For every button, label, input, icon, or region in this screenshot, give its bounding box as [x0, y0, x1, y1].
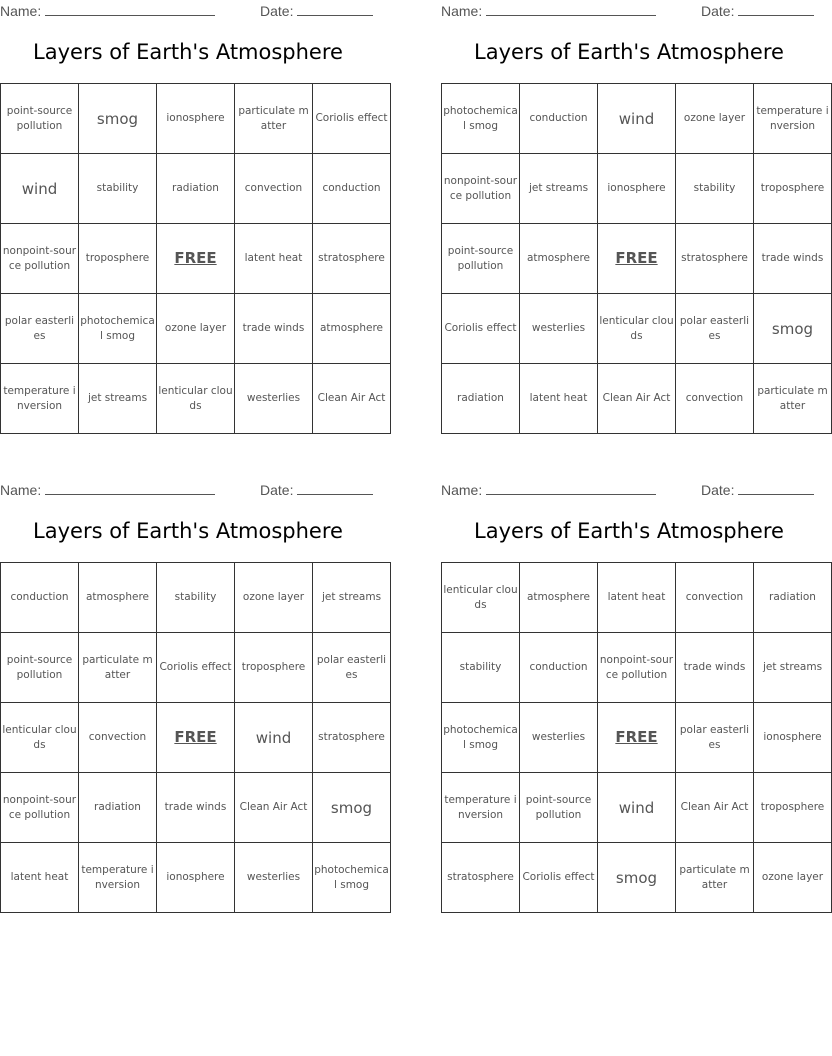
bingo-cell: wind: [598, 84, 676, 154]
grid-row: [442, 563, 832, 633]
free-cell: FREE: [598, 224, 676, 294]
bingo-cell: Coriolis effect: [157, 633, 235, 703]
bingo-cell: particulate matter: [676, 843, 754, 913]
free-cell: FREE: [157, 224, 235, 294]
name-blank-line: [486, 481, 656, 495]
date-label: Date:: [260, 3, 294, 19]
bingo-cell: ozone layer: [754, 843, 832, 913]
bingo-cell: smog: [754, 294, 832, 364]
bingo-cell: ionosphere: [598, 154, 676, 224]
bingo-cell: westerlies: [520, 294, 598, 364]
bingo-cell: stratosphere: [442, 843, 520, 913]
grid-row: [442, 154, 832, 224]
grid-row: [1, 364, 391, 434]
bingo-cell: ozone layer: [235, 563, 313, 633]
bingo-cell: atmosphere: [520, 224, 598, 294]
name-blank-line: [45, 481, 215, 495]
bingo-cell: ionosphere: [157, 843, 235, 913]
bingo-cell: polar easterlies: [313, 633, 391, 703]
name-label: Name:: [441, 482, 483, 498]
bingo-cell: photochemical smog: [79, 294, 157, 364]
date-field[interactable]: [260, 481, 373, 498]
bingo-cell: nonpoint-source pollution: [442, 154, 520, 224]
bingo-cell: convection: [79, 703, 157, 773]
bingo-cell: latent heat: [598, 563, 676, 633]
bingo-cell: point-source pollution: [1, 633, 79, 703]
bingo-cell: troposphere: [754, 154, 832, 224]
bingo-cell: stability: [79, 154, 157, 224]
bingo-cell: trade winds: [676, 633, 754, 703]
bingo-cell: Coriolis effect: [520, 843, 598, 913]
grid-row: [442, 773, 832, 843]
grid-row: [442, 633, 832, 703]
bingo-cell: conduction: [520, 84, 598, 154]
bingo-cell: lenticular clouds: [598, 294, 676, 364]
bingo-grid: [441, 83, 832, 434]
grid-row: [1, 224, 391, 294]
bingo-cell: westerlies: [520, 703, 598, 773]
date-blank-line: [738, 481, 814, 495]
bingo-grid: [441, 562, 832, 913]
date-field[interactable]: [701, 481, 814, 498]
bingo-card-3: [0, 479, 389, 915]
bingo-cell: convection: [676, 563, 754, 633]
grid-row: [442, 224, 832, 294]
date-label: Date:: [260, 482, 294, 498]
card-title: Layers of Earth's Atmosphere: [474, 519, 784, 543]
grid-row: [442, 843, 832, 913]
bingo-cell: ozone layer: [676, 84, 754, 154]
bingo-cell: stratosphere: [313, 224, 391, 294]
name-field[interactable]: [0, 2, 215, 19]
date-field[interactable]: [260, 2, 373, 19]
grid-row: [1, 294, 391, 364]
bingo-card-1: [0, 0, 388, 436]
card-header: [0, 0, 376, 22]
bingo-cell: jet streams: [754, 633, 832, 703]
bingo-cell: photochemical smog: [442, 703, 520, 773]
bingo-cell: Clean Air Act: [235, 773, 313, 843]
bingo-cell: jet streams: [313, 563, 391, 633]
bingo-cell: troposphere: [79, 224, 157, 294]
bingo-cell: photochemical smog: [442, 84, 520, 154]
bingo-grid: [0, 562, 391, 913]
bingo-cell: particulate matter: [79, 633, 157, 703]
bingo-cell: stratosphere: [313, 703, 391, 773]
date-field[interactable]: [701, 2, 814, 19]
bingo-cell: westerlies: [235, 843, 313, 913]
bingo-cell: convection: [235, 154, 313, 224]
bingo-cell: point-source pollution: [520, 773, 598, 843]
bingo-cell: stability: [157, 563, 235, 633]
bingo-cell: radiation: [157, 154, 235, 224]
card-title: Layers of Earth's Atmosphere: [474, 40, 784, 64]
date-blank-line: [738, 2, 814, 16]
bingo-cell: conduction: [313, 154, 391, 224]
bingo-cell: atmosphere: [79, 563, 157, 633]
card-header: [441, 0, 817, 22]
name-blank-line: [486, 2, 656, 16]
bingo-cell: temperature inversion: [79, 843, 157, 913]
bingo-cell: polar easterlies: [1, 294, 79, 364]
date-blank-line: [297, 2, 373, 16]
bingo-cell: ionosphere: [754, 703, 832, 773]
bingo-cell: troposphere: [754, 773, 832, 843]
grid-row: [1, 154, 391, 224]
bingo-cell: jet streams: [79, 364, 157, 434]
card-title: Layers of Earth's Atmosphere: [33, 40, 343, 64]
bingo-cell: temperature inversion: [754, 84, 832, 154]
bingo-card-2: [441, 0, 829, 436]
bingo-card-4: [441, 479, 825, 915]
bingo-cell: temperature inversion: [442, 773, 520, 843]
bingo-cell: ionosphere: [157, 84, 235, 154]
free-cell: FREE: [157, 703, 235, 773]
bingo-cell: trade winds: [235, 294, 313, 364]
card-header: [441, 479, 817, 501]
name-label: Name:: [441, 3, 483, 19]
bingo-cell: stability: [442, 633, 520, 703]
bingo-cell: atmosphere: [520, 563, 598, 633]
bingo-cell: Coriolis effect: [313, 84, 391, 154]
bingo-cell: latent heat: [1, 843, 79, 913]
grid-row: [1, 84, 391, 154]
bingo-grid: [0, 83, 391, 434]
card-header: [0, 479, 376, 501]
bingo-cell: atmosphere: [313, 294, 391, 364]
date-label: Date:: [701, 482, 735, 498]
bingo-cell: photochemical smog: [313, 843, 391, 913]
bingo-cell: smog: [79, 84, 157, 154]
card-title: Layers of Earth's Atmosphere: [33, 519, 343, 543]
grid-row: [442, 84, 832, 154]
bingo-cell: stratosphere: [676, 224, 754, 294]
name-field[interactable]: [0, 481, 215, 498]
name-blank-line: [45, 2, 215, 16]
bingo-cell: point-source pollution: [1, 84, 79, 154]
bingo-cell: lenticular clouds: [1, 703, 79, 773]
bingo-cell: point-source pollution: [442, 224, 520, 294]
grid-row: [1, 843, 391, 913]
bingo-cell: nonpoint-source pollution: [1, 224, 79, 294]
bingo-cell: conduction: [1, 563, 79, 633]
bingo-cell: stability: [676, 154, 754, 224]
bingo-cell: polar easterlies: [676, 294, 754, 364]
grid-row: [1, 563, 391, 633]
grid-row: [442, 294, 832, 364]
bingo-cell: westerlies: [235, 364, 313, 434]
bingo-cell: lenticular clouds: [157, 364, 235, 434]
grid-row: [1, 773, 391, 843]
name-field[interactable]: [441, 2, 656, 19]
bingo-cell: particulate matter: [235, 84, 313, 154]
bingo-cell: lenticular clouds: [442, 563, 520, 633]
bingo-cell: polar easterlies: [676, 703, 754, 773]
bingo-cell: nonpoint-source pollution: [598, 633, 676, 703]
bingo-cell: conduction: [520, 633, 598, 703]
name-field[interactable]: [441, 481, 656, 498]
bingo-cell: particulate matter: [754, 364, 832, 434]
date-label: Date:: [701, 3, 735, 19]
bingo-cell: jet streams: [520, 154, 598, 224]
bingo-cell: wind: [598, 773, 676, 843]
grid-row: [442, 703, 832, 773]
bingo-cell: smog: [313, 773, 391, 843]
bingo-cell: temperature inversion: [1, 364, 79, 434]
bingo-cell: wind: [1, 154, 79, 224]
bingo-cell: radiation: [442, 364, 520, 434]
bingo-cell: Clean Air Act: [598, 364, 676, 434]
bingo-cell: radiation: [754, 563, 832, 633]
bingo-cell: Coriolis effect: [442, 294, 520, 364]
date-blank-line: [297, 481, 373, 495]
bingo-cell: trade winds: [157, 773, 235, 843]
bingo-cell: troposphere: [235, 633, 313, 703]
name-label: Name:: [0, 3, 42, 19]
bingo-cell: trade winds: [754, 224, 832, 294]
bingo-cell: nonpoint-source pollution: [1, 773, 79, 843]
free-cell: FREE: [598, 703, 676, 773]
name-label: Name:: [0, 482, 42, 498]
bingo-cell: smog: [598, 843, 676, 913]
grid-row: [442, 364, 832, 434]
bingo-cell: Clean Air Act: [313, 364, 391, 434]
bingo-cell: ozone layer: [157, 294, 235, 364]
bingo-cell: wind: [235, 703, 313, 773]
bingo-cell: convection: [676, 364, 754, 434]
bingo-cell: latent heat: [520, 364, 598, 434]
grid-row: [1, 703, 391, 773]
bingo-cell: Clean Air Act: [676, 773, 754, 843]
grid-row: [1, 633, 391, 703]
bingo-cell: latent heat: [235, 224, 313, 294]
bingo-cell: radiation: [79, 773, 157, 843]
